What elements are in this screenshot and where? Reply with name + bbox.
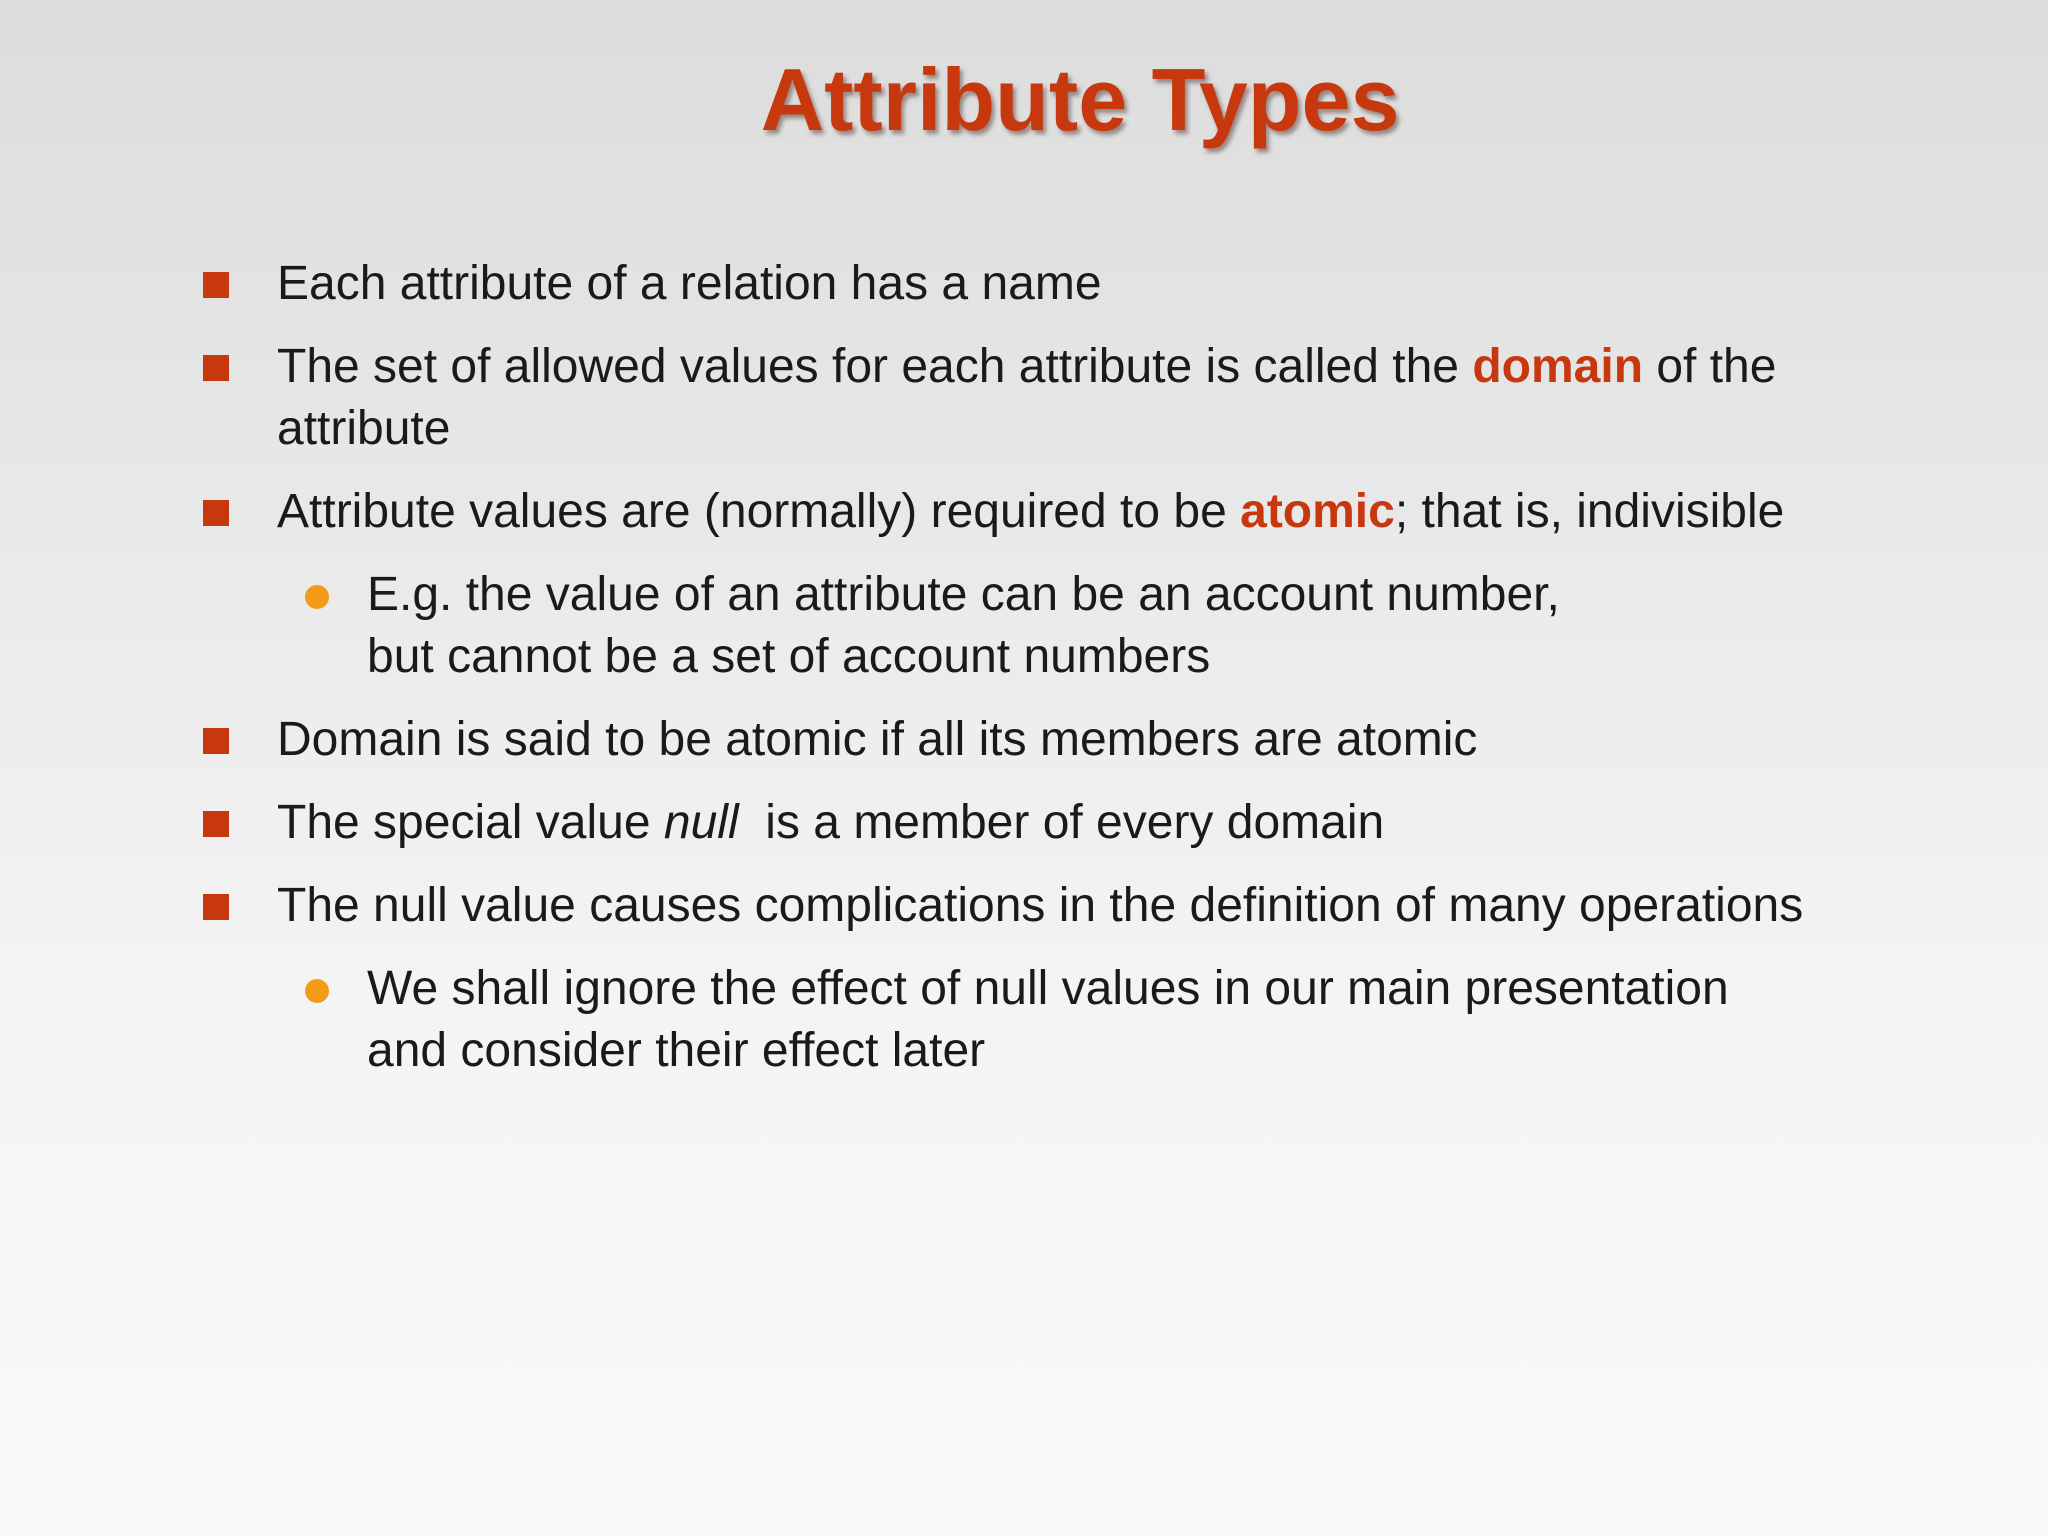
bullet-text: Each attribute of a relation has a name — [277, 257, 1102, 310]
highlight-term-atomic: atomic — [1240, 485, 1395, 538]
bullet-text: We shall ignore the effect of null values in our main presentation — [367, 962, 1729, 1015]
bullet-item-4 — [277, 709, 1977, 771]
sub-bullet-item-2 — [367, 958, 1967, 1082]
bullet-text: and consider their effect later — [367, 1024, 986, 1077]
square-bullet-icon — [203, 811, 229, 837]
square-bullet-icon — [203, 355, 229, 381]
square-bullet-icon — [203, 500, 229, 526]
slide-title: Attribute Types — [760, 50, 1400, 149]
circle-bullet-icon — [305, 585, 329, 609]
bullet-text: The null value causes complications in the definition of many operations — [277, 879, 1804, 932]
bullet-text: The set of allowed values for each attribute is called the — [277, 340, 1473, 393]
italic-term-null: null — [663, 796, 739, 849]
square-bullet-icon — [203, 728, 229, 754]
bullet-text: Domain is said to be atomic if all its members are atomic — [277, 713, 1478, 766]
square-bullet-icon — [203, 272, 229, 298]
bullet-text: Attribute values are (normally) required to be — [277, 485, 1241, 538]
bullet-text: The special value — [277, 796, 664, 849]
bullet-item-6 — [277, 875, 2037, 937]
bullet-text: but cannot be a set of account numbers — [367, 630, 1211, 683]
bullet-item-2 — [277, 336, 1977, 460]
sub-bullet-item-1 — [367, 564, 1967, 688]
square-bullet-icon — [203, 894, 229, 920]
highlight-term-domain: domain — [1472, 340, 1644, 393]
bullet-text: attribute — [277, 402, 451, 455]
bullet-text: ; that is, indivisible — [1394, 485, 1785, 538]
bullet-text: of the — [1643, 340, 1777, 393]
bullet-item-5 — [277, 792, 1977, 854]
bullet-item-1 — [277, 253, 1977, 315]
circle-bullet-icon — [305, 979, 329, 1003]
bullet-item-3 — [277, 481, 1977, 543]
bullet-text: E.g. the value of an attribute can be an account number, — [367, 568, 1560, 621]
bullet-text: is a member of every domain — [738, 796, 1385, 849]
